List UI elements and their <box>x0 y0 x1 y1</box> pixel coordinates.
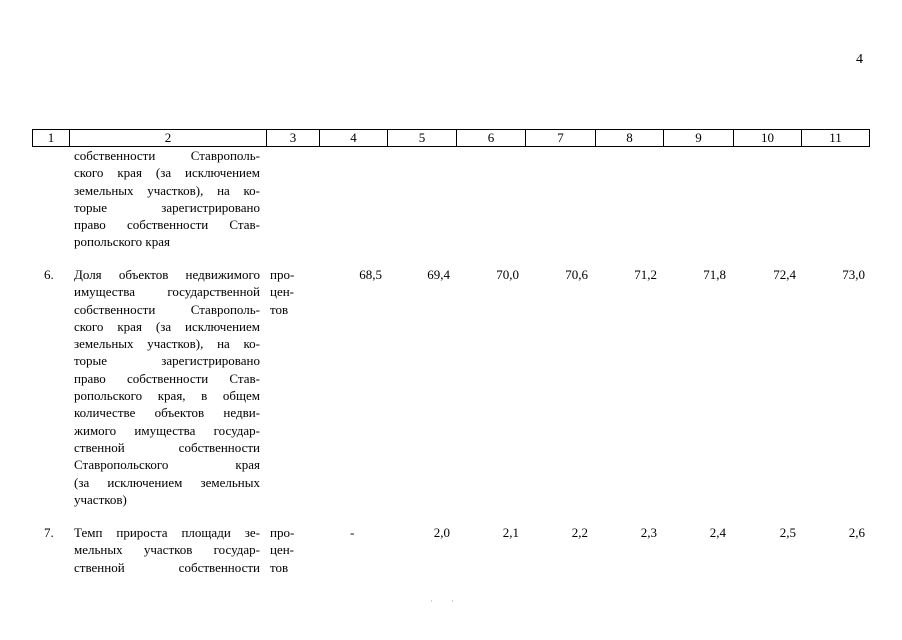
value-col-9: 2,4 <box>709 525 726 540</box>
text-line: цен- <box>270 284 295 300</box>
header-col-6: 6 <box>457 130 526 147</box>
page-number: 4 <box>856 52 863 67</box>
text-line: (за исключением земельных <box>74 474 260 490</box>
row-number: 7. <box>44 525 54 540</box>
value-col-4: 68,5 <box>359 267 382 282</box>
value-col-6: 70,0 <box>496 267 519 282</box>
text-line: ропольского края, в общем <box>74 388 260 404</box>
continuation-indicator-text <box>74 147 260 251</box>
value-col-8: 2,3 <box>640 525 657 540</box>
unit-of-measure <box>270 524 294 576</box>
text-line: мельных участков государ- <box>74 542 260 558</box>
text-line: ского края (за исключением <box>74 318 260 334</box>
indicator-name <box>74 266 260 508</box>
header-col-11: 11 <box>802 130 870 147</box>
value-col-11: 2,6 <box>848 525 865 540</box>
text-line: право собственности Став- <box>74 370 260 386</box>
value-col-8: 71,2 <box>634 267 657 282</box>
value-col-10: 2,5 <box>779 525 796 540</box>
text-line: ственной собственности <box>74 439 260 455</box>
text-line: ского края (за исключением <box>74 165 260 181</box>
header-col-9: 9 <box>664 130 734 147</box>
text-line: торые зарегистрировано <box>74 199 260 215</box>
text-line: участков) <box>74 491 127 507</box>
header-col-7: 7 <box>526 130 596 147</box>
value-col-4: - <box>350 525 355 540</box>
text-line: собственности Ставрополь- <box>74 148 260 163</box>
text-line: Ставропольского края <box>74 457 260 473</box>
text-line: ропольского края <box>74 234 170 250</box>
value-col-9: 71,8 <box>703 267 726 282</box>
text-line: ственной собственности <box>74 559 260 575</box>
text-line: Темп прироста площади зе- <box>74 525 260 540</box>
value-col-6: 2,1 <box>502 525 519 540</box>
text-line: земельных участков), на ко- <box>74 182 260 198</box>
text-line: тов <box>270 559 289 575</box>
header-col-2: 2 <box>70 130 267 147</box>
header-col-5: 5 <box>388 130 457 147</box>
header-col-4: 4 <box>320 130 388 147</box>
value-col-7: 2,2 <box>571 525 588 540</box>
header-col-3: 3 <box>267 130 320 147</box>
text-line: цен- <box>270 542 295 558</box>
value-col-10: 72,4 <box>773 267 796 282</box>
text-line: количестве объектов недви- <box>74 405 260 421</box>
value-col-5: 2,0 <box>433 525 450 540</box>
header-row <box>33 130 870 147</box>
text-line: право собственности Став- <box>74 217 260 233</box>
value-col-5: 69,4 <box>427 267 450 282</box>
text-line: Доля объектов недвижимого <box>74 267 260 282</box>
header-col-8: 8 <box>596 130 664 147</box>
text-line: земельных участков), на ко- <box>74 336 260 352</box>
text-line: тов <box>270 301 289 317</box>
text-line: жимого имущества государ- <box>74 422 260 438</box>
text-line: имущества государственной <box>74 284 260 300</box>
text-line: торые зарегистрировано <box>74 353 260 369</box>
unit-of-measure <box>270 266 294 318</box>
header-col-1: 1 <box>33 130 70 147</box>
header-col-10: 10 <box>734 130 802 147</box>
text-line: собственности Ставрополь- <box>74 301 260 317</box>
text-line: про- <box>270 267 295 282</box>
text-line: про- <box>270 525 295 540</box>
value-col-11: 73,0 <box>842 267 865 282</box>
scan-artifact-dots: ·· <box>430 596 472 606</box>
indicator-name <box>74 524 260 576</box>
column-number-header <box>32 129 870 147</box>
value-col-7: 70,6 <box>565 267 588 282</box>
row-number: 6. <box>44 267 54 282</box>
